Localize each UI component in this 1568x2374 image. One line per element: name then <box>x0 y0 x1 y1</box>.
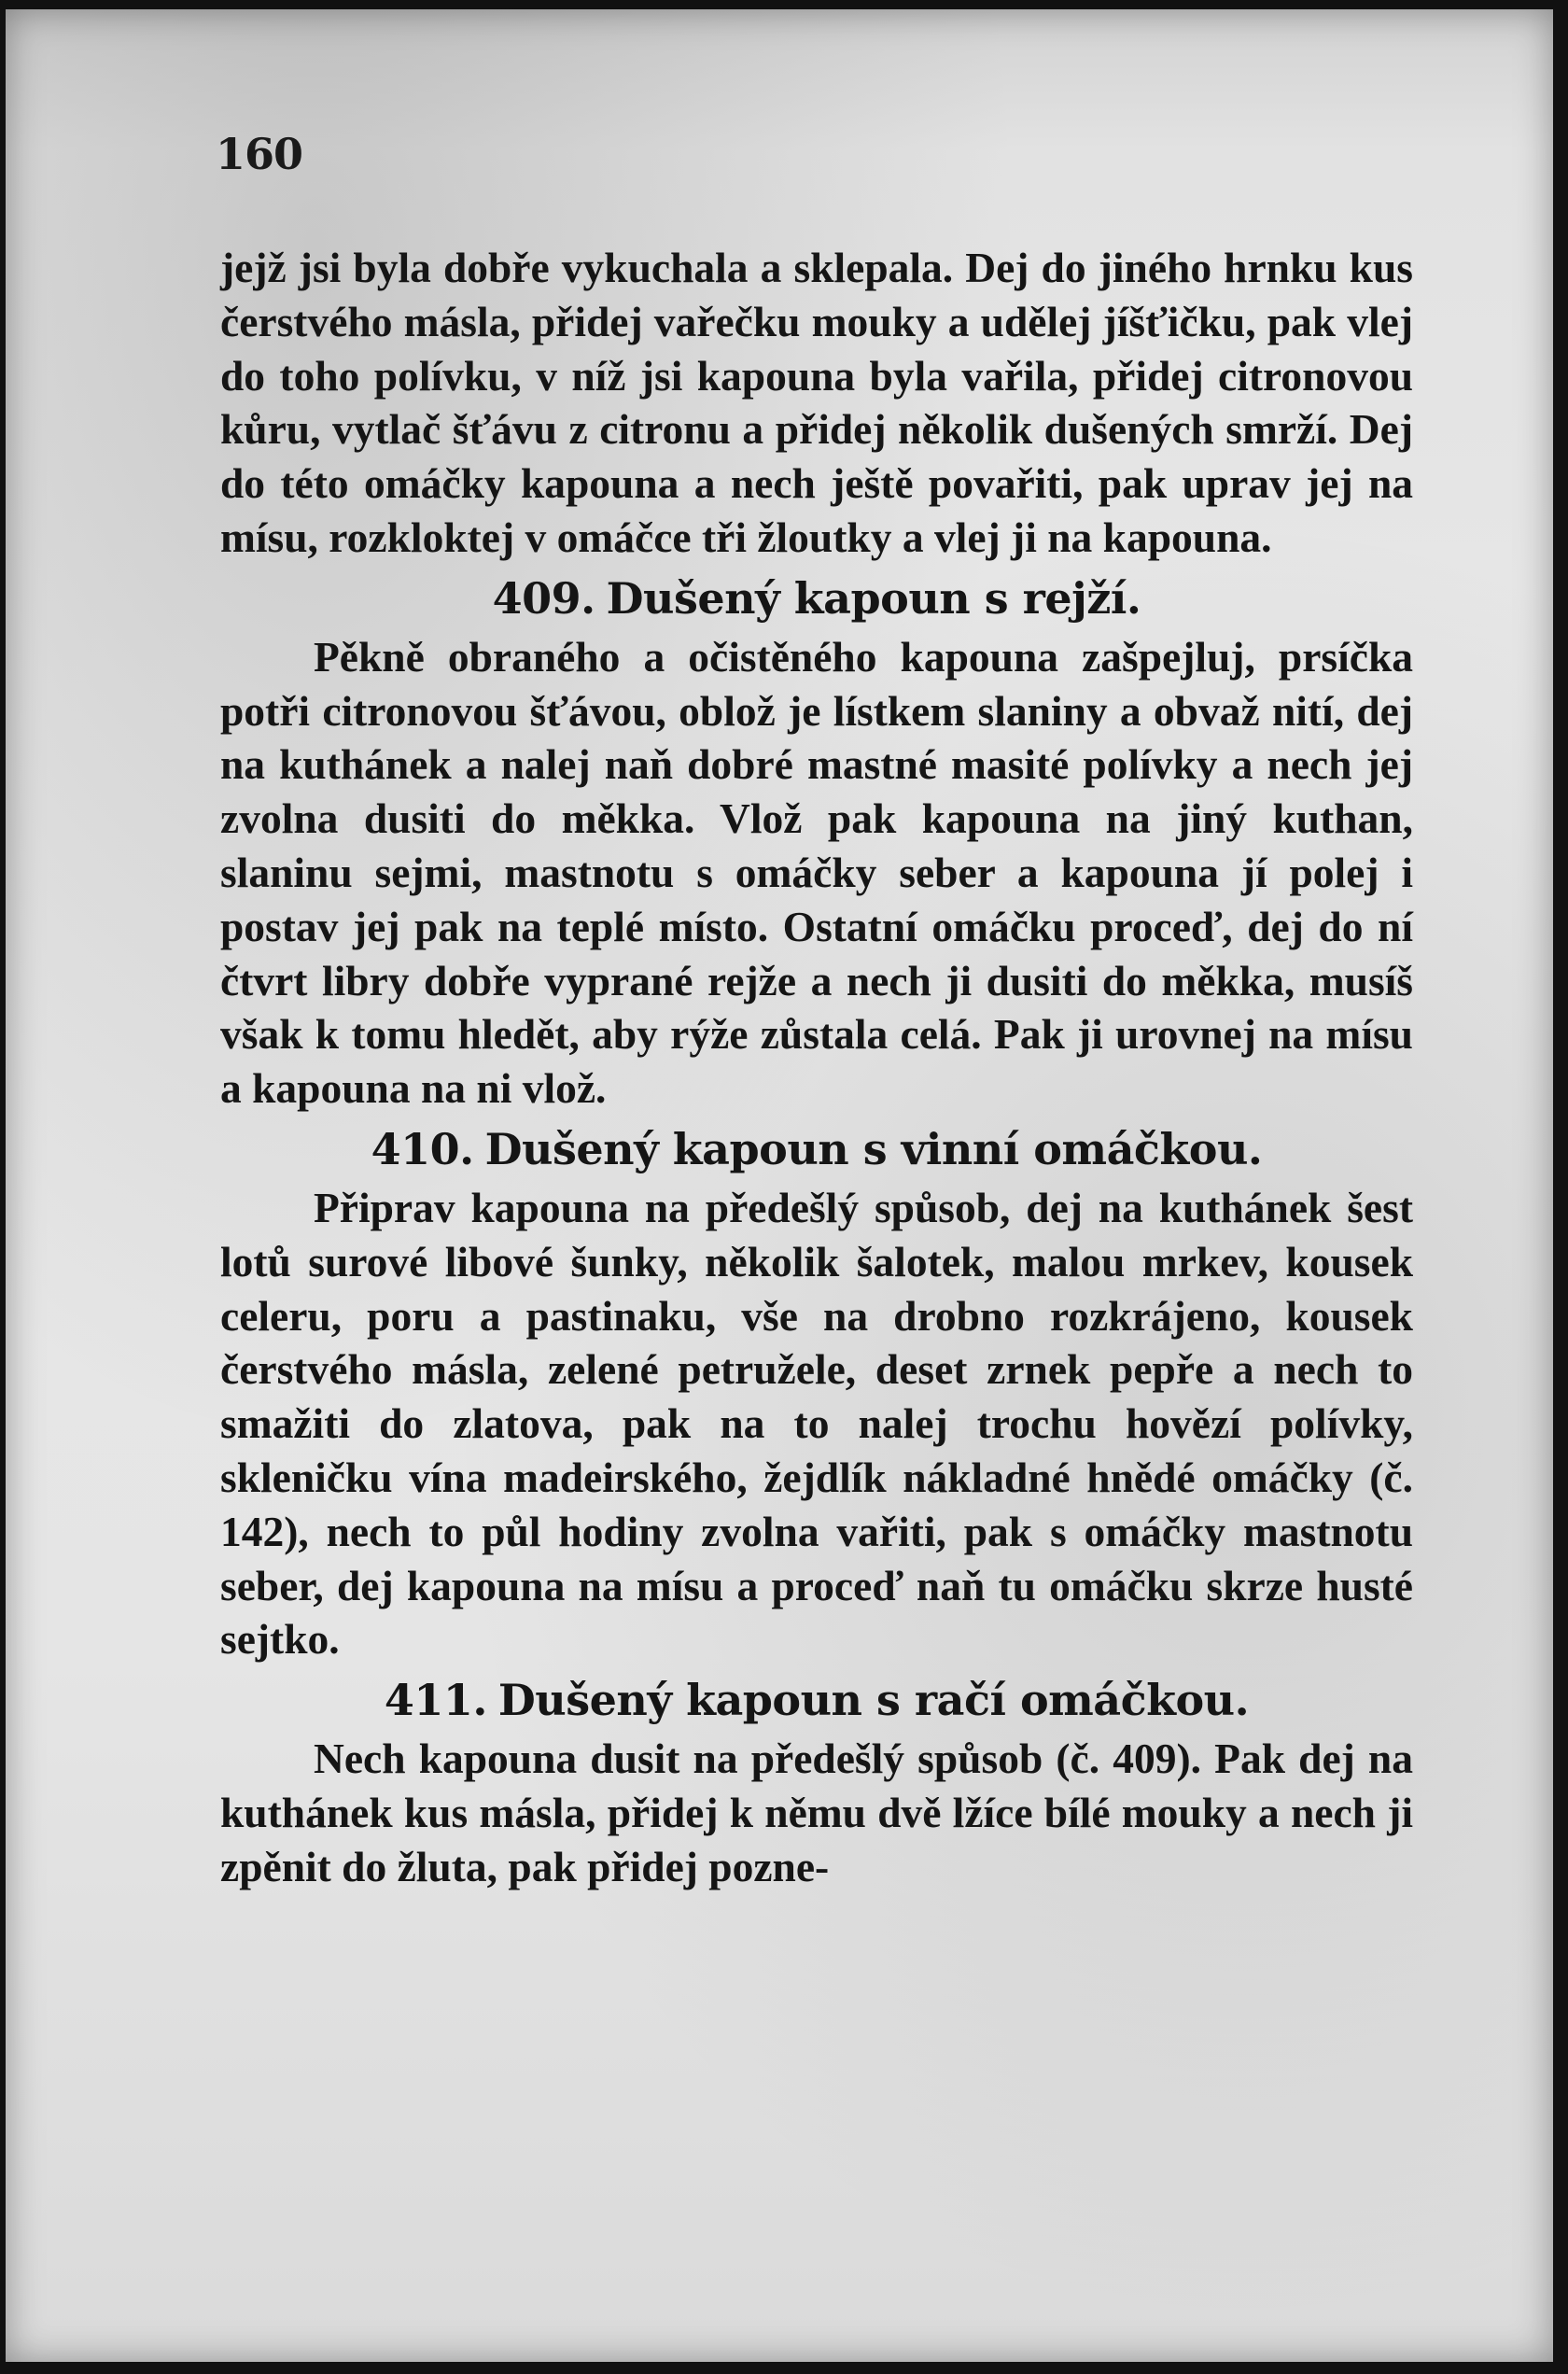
recipe-number: 409. <box>492 572 595 624</box>
recipe-title: Dušený kapoun s račí omáčkou. <box>497 1675 1250 1726</box>
page-number: 160 <box>216 129 303 179</box>
recipe-number: 411. <box>384 1675 487 1726</box>
recipe-heading-411 <box>220 1666 1413 1732</box>
recipe-paragraph-409: Pěkně obraného a očistěného kapouna zašpejluj, prsíčka potři citronovou šťávou, oblož je lístkem slaniny a obvaž nití, dej na kuthánek a nalej naň dobré mastné masité polívky a nech jej zvolna dusiti do měkka. Vlož pak kapouna na jiný kuthan, slaninu sejmi, mastnotu s omáčky seber a kapouna jí polej i postav jej pak na teplé místo. Ostatní omáčku proceď, dej do ní čtvrt libry dobře vyprané rejže a nech ji dusiti do měkka, musíš však k tomu hledět, aby rýže zůstala celá. Pak ji urovnej na mísu a kapouna na ni vlož. <box>220 632 1413 1113</box>
recipe-heading-409 <box>220 565 1413 630</box>
recipe-paragraph-411: Nech kapouna dusit na předešlý spůsob (č. 409). Pak dej na kuthánek kus másla, přidej k němu dvě lžíce bílé mouky a nech ji zpěnit do žluta, pak přidej pozne- <box>220 1735 1413 1890</box>
book-page <box>6 9 1553 2362</box>
recipe-title: Dušený kapoun s vinní omáčkou. <box>484 1123 1263 1174</box>
page-text <box>220 241 1413 1894</box>
recipe-title: Dušený kapoun s rejží. <box>606 572 1141 624</box>
recipe-heading-410 <box>220 1116 1413 1181</box>
recipe-paragraph-410: Připrav kapouna na předešlý spůsob, dej na kuthánek šest lotů surové libové šunky, několik šalotek, malou mrkev, kousek celeru, poru a pastinaku, vše na drobno rozkrájeno, kousek čerstvého másla, zelené petružele, deset zrnek pepře a nech to smažiti do zlatova, pak na to nalej trochu hovězí polívky, skleničku vína madeirského, žejdlík nákladné hnědé omáčky (č. 142), nech to půl hodiny zvolna vařiti, pak s omáčky mastnotu seber, dej kapouna na mísu a proceď naň tu omáčku skrze husté sejtko. <box>220 1183 1413 1664</box>
continuation-paragraph: jejž jsi byla dobře vykuchala a sklepala. Dej do jiného hrnku kus čerstvého másla, přidej vařečku mouky a udělej jíšťičku, pak vlej do toho polívku, v níž jsi kapouna byla vařila, přidej citronovou kůru, vytlač šťávu z citronu a přidej několik dušených smrží. Dej do této omáčky kapouna a nech ještě povařiti, pak uprav jej na mísu, rozkloktej v omáčce tři žloutky a vlej ji na kapouna. <box>220 244 1413 561</box>
recipe-number: 410. <box>371 1123 474 1174</box>
